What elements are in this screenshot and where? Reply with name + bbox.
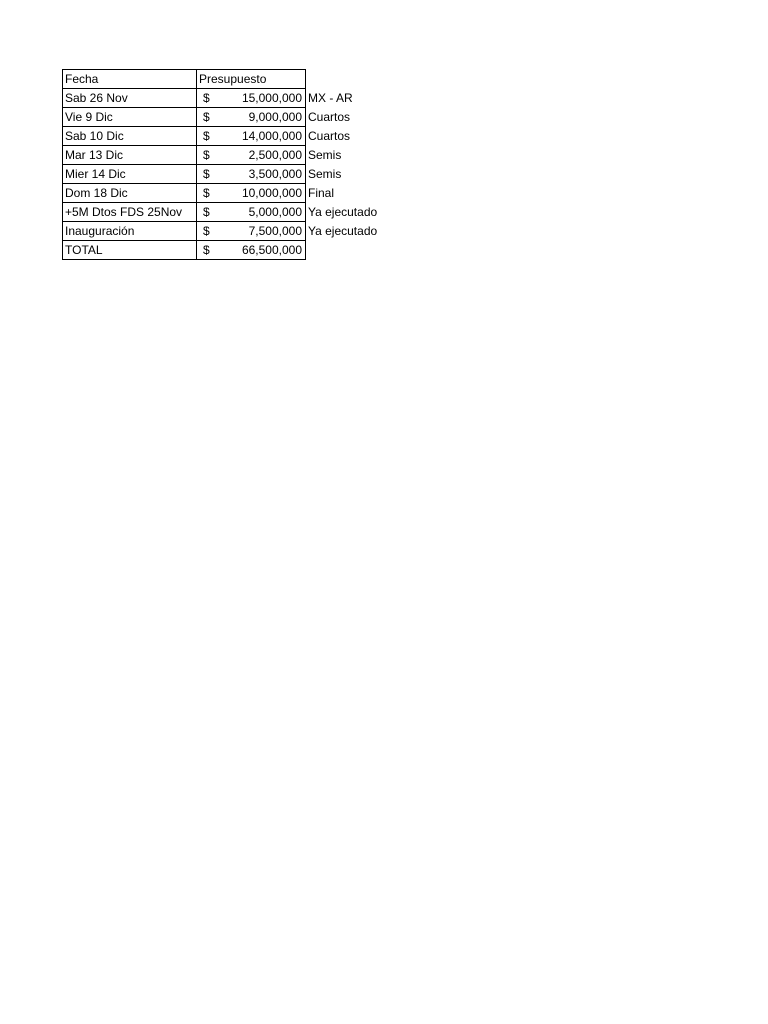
fecha-cell[interactable]: Mar 13 Dic	[63, 146, 197, 165]
fecha-cell[interactable]: Vie 9 Dic	[63, 108, 197, 127]
currency-symbol: $	[203, 167, 210, 181]
table-row	[63, 184, 389, 203]
table-row	[63, 146, 389, 165]
presupuesto-cell[interactable]	[197, 203, 306, 222]
header-note-empty[interactable]	[306, 70, 389, 89]
presupuesto-cell[interactable]	[197, 89, 306, 108]
header-fecha[interactable]: Fecha	[63, 70, 197, 89]
note-cell[interactable]: Semis	[308, 167, 342, 181]
amount-value: 9,000,000	[248, 110, 302, 124]
total-amount-value: 66,500,000	[241, 243, 302, 257]
table-row	[63, 222, 389, 241]
amount-value: 3,500,000	[248, 167, 302, 181]
budget-table	[62, 69, 389, 260]
table-row	[63, 203, 389, 222]
fecha-cell[interactable]: Sab 26 Nov	[63, 89, 197, 108]
table-row	[63, 108, 389, 127]
presupuesto-cell[interactable]	[197, 184, 306, 203]
fecha-cell[interactable]: Mier 14 Dic	[63, 165, 197, 184]
currency-symbol: $	[203, 205, 210, 219]
fecha-cell[interactable]: Dom 18 Dic	[63, 184, 197, 203]
note-cell[interactable]: MX - AR	[308, 91, 353, 105]
currency-symbol: $	[203, 224, 210, 238]
total-row	[63, 241, 389, 260]
amount-value: 15,000,000	[241, 91, 302, 105]
presupuesto-cell[interactable]	[197, 165, 306, 184]
fecha-cell[interactable]: Sab 10 Dic	[63, 127, 197, 146]
total-amount-cell[interactable]	[197, 241, 306, 260]
note-cell-empty[interactable]	[306, 241, 389, 260]
currency-symbol: $	[203, 91, 210, 105]
total-label-cell[interactable]: TOTAL	[63, 241, 197, 260]
presupuesto-cell[interactable]	[197, 108, 306, 127]
table-row	[63, 165, 389, 184]
fecha-cell[interactable]: +5M Dtos FDS 25Nov	[63, 203, 197, 222]
table-row	[63, 127, 389, 146]
note-cell[interactable]: Cuartos	[308, 110, 351, 124]
amount-value: 14,000,000	[241, 129, 302, 143]
presupuesto-cell[interactable]	[197, 146, 306, 165]
currency-symbol: $	[203, 129, 210, 143]
amount-value: 10,000,000	[241, 186, 302, 200]
amount-value: 7,500,000	[248, 224, 302, 238]
currency-symbol: $	[203, 243, 210, 257]
fecha-cell[interactable]: Inauguración	[63, 222, 197, 241]
currency-symbol: $	[203, 186, 210, 200]
presupuesto-cell[interactable]	[197, 222, 306, 241]
header-presupuesto[interactable]: Presupuesto	[197, 70, 306, 89]
spreadsheet-sheet	[62, 69, 389, 260]
currency-symbol: $	[203, 110, 210, 124]
note-cell[interactable]: Ya ejecutado	[308, 224, 378, 238]
note-cell[interactable]: Cuartos	[308, 129, 351, 143]
table-row	[63, 89, 389, 108]
currency-symbol: $	[203, 148, 210, 162]
amount-value: 2,500,000	[248, 148, 302, 162]
note-cell[interactable]: Semis	[308, 148, 342, 162]
note-cell[interactable]: Final	[308, 186, 335, 200]
header-row	[63, 70, 389, 89]
amount-value: 5,000,000	[248, 205, 302, 219]
note-cell[interactable]: Ya ejecutado	[308, 205, 378, 219]
presupuesto-cell[interactable]	[197, 127, 306, 146]
